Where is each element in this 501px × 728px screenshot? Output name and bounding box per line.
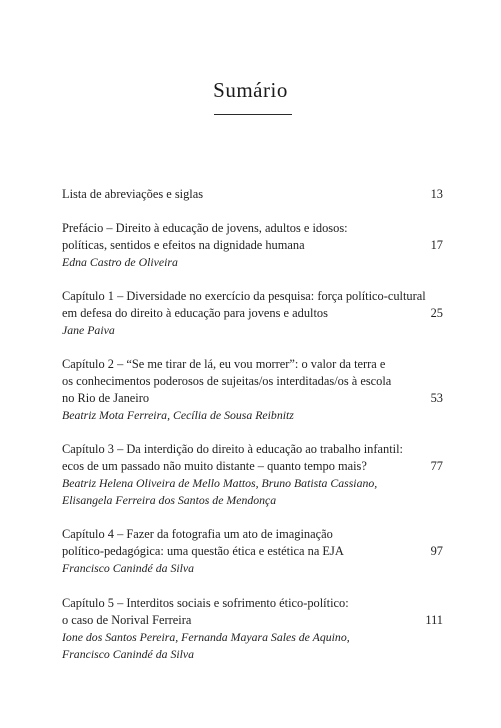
page-title: Sumário xyxy=(213,78,288,102)
entry-title-line: político-pedagógica: uma questão ética e estética na EJA xyxy=(62,544,344,558)
entry-author: Jane Paiva xyxy=(62,323,115,337)
title-underline xyxy=(214,114,292,115)
entry-title-line: Capítulo 1 – Diversidade no exercício da pesquisa: força político-cultural xyxy=(62,289,426,303)
entry-title-line: em defesa do direito à educação para jovens e adultos xyxy=(62,306,328,320)
entry-author: Beatriz Helena Oliveira de Mello Mattos, Bruno Batista Cassiano, xyxy=(62,476,378,490)
entry-author: Beatriz Mota Ferreira, Cecília de Sousa Reibnitz xyxy=(62,408,294,422)
entry-author: Francisco Canindé da Silva xyxy=(62,647,195,661)
entry-title-line: os conhecimentos poderosos de sujeitas/os interditadas/os à escola xyxy=(62,374,392,388)
entry-author: Edna Castro de Oliveira xyxy=(62,255,178,269)
toc-entry-chapter-5 xyxy=(62,595,442,663)
entry-author: Ione dos Santos Pereira, Fernanda Mayara Sales de Aquino, xyxy=(62,630,350,644)
entry-title-line: ecos de um passado não muito distante – quanto tempo mais? xyxy=(62,459,367,473)
entry-page-number: 77 xyxy=(430,459,443,473)
entry-title-line: Capítulo 4 – Fazer da fotografia um ato de imaginação xyxy=(62,527,333,541)
entry-title-line: Prefácio – Direito à educação de jovens, adultos e idosos: xyxy=(62,221,348,235)
entry-title-line: políticas, sentidos e efeitos na dignidade humana xyxy=(62,238,305,252)
toc-entry-preface xyxy=(62,220,442,271)
entry-page-number: 25 xyxy=(430,306,443,320)
entry-page-number: 97 xyxy=(430,544,443,558)
entry-title-line: Lista de abreviações e siglas xyxy=(62,187,204,201)
entry-page-number: 53 xyxy=(430,391,443,405)
entry-author: Elisangela Ferreira dos Santos de Mendonça xyxy=(62,493,277,507)
toc-entry-chapter-4 xyxy=(62,526,442,577)
entry-title-line: no Rio de Janeiro xyxy=(62,391,150,405)
entry-title-line: Capítulo 5 – Interditos sociais e sofrimento ético-político: xyxy=(62,596,349,610)
entry-title-line: Capítulo 3 – Da interdição do direito à educação ao trabalho infantil: xyxy=(62,442,403,456)
toc-entry-abbreviations xyxy=(62,186,442,203)
entry-page-number: 111 xyxy=(425,613,443,627)
entry-page-number: 13 xyxy=(430,187,443,201)
entry-title-line: o caso de Norival Ferreira xyxy=(62,613,192,627)
toc-entry-chapter-2 xyxy=(62,356,442,424)
toc-entry-chapter-1 xyxy=(62,288,442,339)
entry-title-line: Capítulo 2 – “Se me tirar de lá, eu vou morrer”: o valor da terra e xyxy=(62,357,386,371)
toc-entry-chapter-3 xyxy=(62,441,442,509)
entry-page-number: 17 xyxy=(430,238,443,252)
entry-author: Francisco Canindé da Silva xyxy=(62,561,195,575)
